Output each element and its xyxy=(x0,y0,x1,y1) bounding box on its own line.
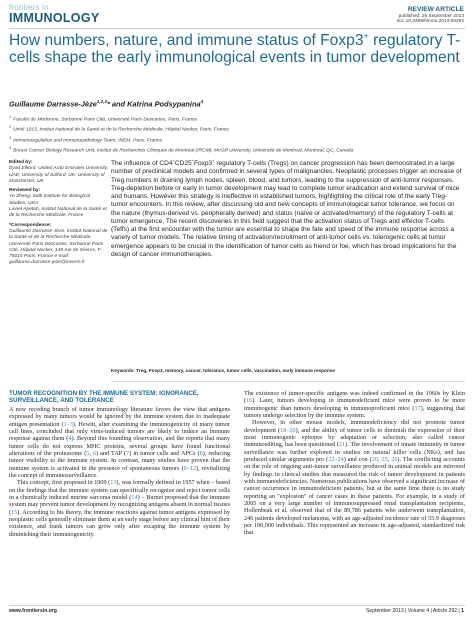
abstract-text: regulatory T-cells (Tregs) on cancer progression has been demonstrated in a large number of preclinical models and confirmed in several types of malignancies. Neoplastic processes trigger an increase of Treg numbers in draining lymph nodes, spleen, blood, and tumors, leading to the suppression of anti-tumor responses. Treg-depletion before or early in tumor development may lead to complete tumor eradication and extend survival of mice and humans. However this strategy is ineffective in established tumors, highlighting the critical role of the early Treg-tumor encounters. In this review, after discussing old and new concepts of immunological tumor tolerance, we focus on the nature (thymus-derived vs. peripherally derived) and status (naïve or activated/memory) of the regulatory T-cells at tumor emergence. The recent discoveries in this field suggest that the activation status of Tregs and effector T-cells (Teffs) at the first encounter with the tumor are essential to shape the fate and speed of the immune response across a variety of tumor models. The relative timing of activation/recruitment of anti-tumor cells vs. tolerogenic cells at tumor emergence appears to be crucial in the identification of tumor cells as friend or foe, which has broad implications for the design of cancer immunotherapies. xyxy=(111,160,462,258)
affiliations xyxy=(9,114,465,156)
page-number: 1 xyxy=(461,608,464,614)
affiliation-num: 3 xyxy=(9,135,12,140)
title-sup: + xyxy=(363,30,369,41)
abstract-text: CD25 xyxy=(174,160,192,168)
citation-link[interactable]: 25 xyxy=(381,455,388,463)
editorial-sidebar xyxy=(9,158,109,270)
paragraph: The existence of tumor-specific antigens was indeed confirmed in the 1960s by Klein (16). Later, tumors developing in immunodeficient mice were proven to be more immunogenic than tumors developing in immunoproficient mice (17), suggesting that tumors undergo selection by the immune system. xyxy=(244,390,465,419)
title-part1: How numbers, nature, and immune status of Foxp3 xyxy=(9,32,364,49)
affiliation-num: 4 xyxy=(9,146,12,151)
logo-line1: frontiers in xyxy=(9,3,49,12)
keywords: Keywords: Treg, Foxp3, memory, cancer, tolerance, tumor cells, vaccination, early immune response xyxy=(111,368,335,373)
citation-link[interactable]: 4 xyxy=(68,435,72,443)
affiliation-num: 2 xyxy=(9,125,12,130)
citation-link[interactable]: 5 xyxy=(86,449,90,457)
abstract-text: Foxp3 xyxy=(193,160,213,168)
abstract-sup: + xyxy=(191,158,194,163)
article-meta xyxy=(304,6,464,25)
author-list xyxy=(9,99,465,108)
doi: doi: 10.3389/fimmu.2013.00292 xyxy=(396,19,464,25)
citation-info: September 2013 | Volume 4 | Article 292 | xyxy=(366,608,460,614)
affiliation-text: Breast Cancer Biology Research Unit, Institut de Recherches Cliniques de Montréal (IRCM), McGill University, Université de Montreal, Montreal, QC, Canada xyxy=(13,148,354,154)
journal-url[interactable]: www.frontiersin.org xyxy=(9,608,57,614)
title-part2: regulatory T-cells shape the early immunological events in tumor development xyxy=(9,32,461,67)
affiliation-text: Unité 1013, Institut National de la Santé et de la Recherche Médicale, Hôpital Necker, Paris, France xyxy=(13,128,229,134)
author-2-affil: 4 xyxy=(200,99,204,104)
body-column-left xyxy=(9,406,230,538)
published-date: published: 26 September 2013 xyxy=(398,13,464,19)
affiliation xyxy=(9,145,465,155)
reviewer: Ye Zheng, Salk Institute for Biological Studies, USA xyxy=(9,194,91,206)
author-1-mark: * xyxy=(106,99,110,109)
citation-link[interactable]: 22–24 xyxy=(328,455,344,463)
citation-link[interactable]: 7 xyxy=(126,449,130,457)
section-heading: TUMOR RECOGNITION BY THE IMMUNE SYSTEM: IGNORANCE, SURVEILLANCE, AND TOLERANCE xyxy=(9,390,199,405)
citation-link[interactable]: 15 xyxy=(11,508,18,516)
abstract-sup: + xyxy=(212,158,215,163)
citation-link[interactable]: 6 xyxy=(92,449,97,457)
citation-link[interactable]: 1–3 xyxy=(63,420,73,428)
keywords-divider xyxy=(111,381,465,382)
reviewer: Lionel Apetoh, Institut National de la Santé et de la Recherche Médicale, France xyxy=(9,207,107,219)
citation-link[interactable]: 9–12 xyxy=(183,464,197,472)
article-title xyxy=(9,32,465,66)
citation-link[interactable]: 17 xyxy=(414,404,421,412)
affiliation-num: 1 xyxy=(9,115,12,119)
citation-link[interactable]: 16 xyxy=(246,397,253,405)
paragraph: A now receding branch of tumor immunology literature favors the view that antigens expressed by many tumors would be ignored by the immune system due to inadequate antigen presentation (1–3). Hewitt, after examining the immunogenicity of many tumor cell lines, concluded that only virus-induced tumors are likely to induce an immune response against them (4). Beyond this founding observation, and the reports that many tumor cells do not express MHC proteins, several groups have found functional alterations of the proteasome (5, 6) and TAP (7) in tumor cells and APCs (8), reducing tumor visibility to the immune system. In contrast, many studies have proven that the immune system is activated in the presence of spontaneous tumors (9–12), revitalizing the concept of immunosurveillance. xyxy=(9,406,231,479)
citation-link[interactable]: 26 xyxy=(391,455,398,463)
author-2: Katrina Podsypanina xyxy=(127,99,201,109)
affiliation xyxy=(9,124,465,134)
affiliation xyxy=(9,114,465,124)
citation-link[interactable]: 20 xyxy=(371,455,378,463)
paragraph: However, in other mouse models, immunodeficiency did not promote tumor development (18–20), and the ability of tumor cells to diminish the expression of their most immunogenic epitopes by adaptation or selection, also called cancer immunoediting, has been questioned (21). The involvement of innate immunity in tumor surveillance was further explored in studies on natural killer cells (NKs), and has produced similar arguments pro (22–24) and con (20, 25, 26). The conflicting accounts on the role of ongoing anti-tumor surveillance produced in animal models are mirrored by findings in clinical studies that measured the risk of tumor development in patients with immunodeficiencies. Numerous publications have observed a significant increase of cancer occurrence in immunodeficient patients, but at the same time there is no study reporting an "explosion" of cancer cases in these patients. For example, in a study of 2005 on a very large number of immunosuppressed renal transplantation recipients, Hollenbeak et al. observed that of the 89,786 patients who underwent transplantation, 246 patients developed melanoma, with an age-adjusted incidence rate of 55.9 diagnoses per 100,000 individuals. This represented an increase in age-adjusted, standardized risk that xyxy=(244,419,466,537)
reviewed-by-heading: Reviewed by: xyxy=(9,188,41,194)
footer-citation xyxy=(366,608,464,614)
affiliation-text: Faculté de Médecine, Sorbonne Paris Cité, Université Paris Descartes, Paris, France xyxy=(13,117,198,123)
logo-line2: IMMUNOLOGY xyxy=(9,11,100,25)
citation-link[interactable]: 8 xyxy=(199,449,203,457)
abstract-text: The influence of CD4 xyxy=(111,160,173,168)
author-1-affil: 1,2,3 xyxy=(96,99,107,104)
author-and: and xyxy=(109,99,128,109)
author-1: Guillaume Darrasse-Jèze xyxy=(9,99,97,109)
citation-link[interactable]: 21 xyxy=(338,441,346,449)
affiliation xyxy=(9,135,465,145)
correspondence: Guillaume Darrasse-Jèze, Institut National de la Santé et de la Recherche Médicale, Université Paris Descartes, Sorbonne Paris Cité, Hôpital Necker, 149 rue de Sèvres, F-75015 Paris, France e-mail: guillaume.darrasse-jeze@inserm.fr xyxy=(9,228,108,266)
correspondence-heading: *Correspondence: xyxy=(9,222,52,228)
body-column-right xyxy=(244,390,465,537)
article-type: REVIEW ARTICLE xyxy=(407,6,464,13)
paragraph: This concept, first proposed in 1909 (13), was formally defined in 1957 when – based on the findings that the immune system can specifically recognize and reject tumor cells in a chemically induced murine sarcoma model (14) – Burnet proposed that the immune system may prevent tumor development by recognizing antigens absent in normal tissues (15). According to his theory, the immune reactions against tumor antigens expressed by neoplastic cells generally eliminate them at an early stage before any clinical hint of their existence, and frank tumors can grow only after escaping the immune system by diminishing their immunogenicity. xyxy=(9,479,230,538)
header-divider xyxy=(9,28,465,29)
footer-divider xyxy=(9,605,465,606)
citation-link[interactable]: 18–20 xyxy=(280,426,296,434)
edited-by-heading: Edited by: xyxy=(9,160,33,165)
editor: Eyad Elkord, United Arab Emirates University, UAE; University of Salford, UK; University of Manchester, UK xyxy=(9,166,109,184)
abstract xyxy=(111,157,463,259)
citation-link[interactable]: 14 xyxy=(131,493,138,501)
affiliation-text: Immunoregulation and Immunopathology Team, INEM, Paris, France xyxy=(13,138,163,144)
citation-link[interactable]: 13 xyxy=(110,479,117,487)
abstract-sup: + xyxy=(172,158,175,163)
journal-logo xyxy=(9,3,100,26)
